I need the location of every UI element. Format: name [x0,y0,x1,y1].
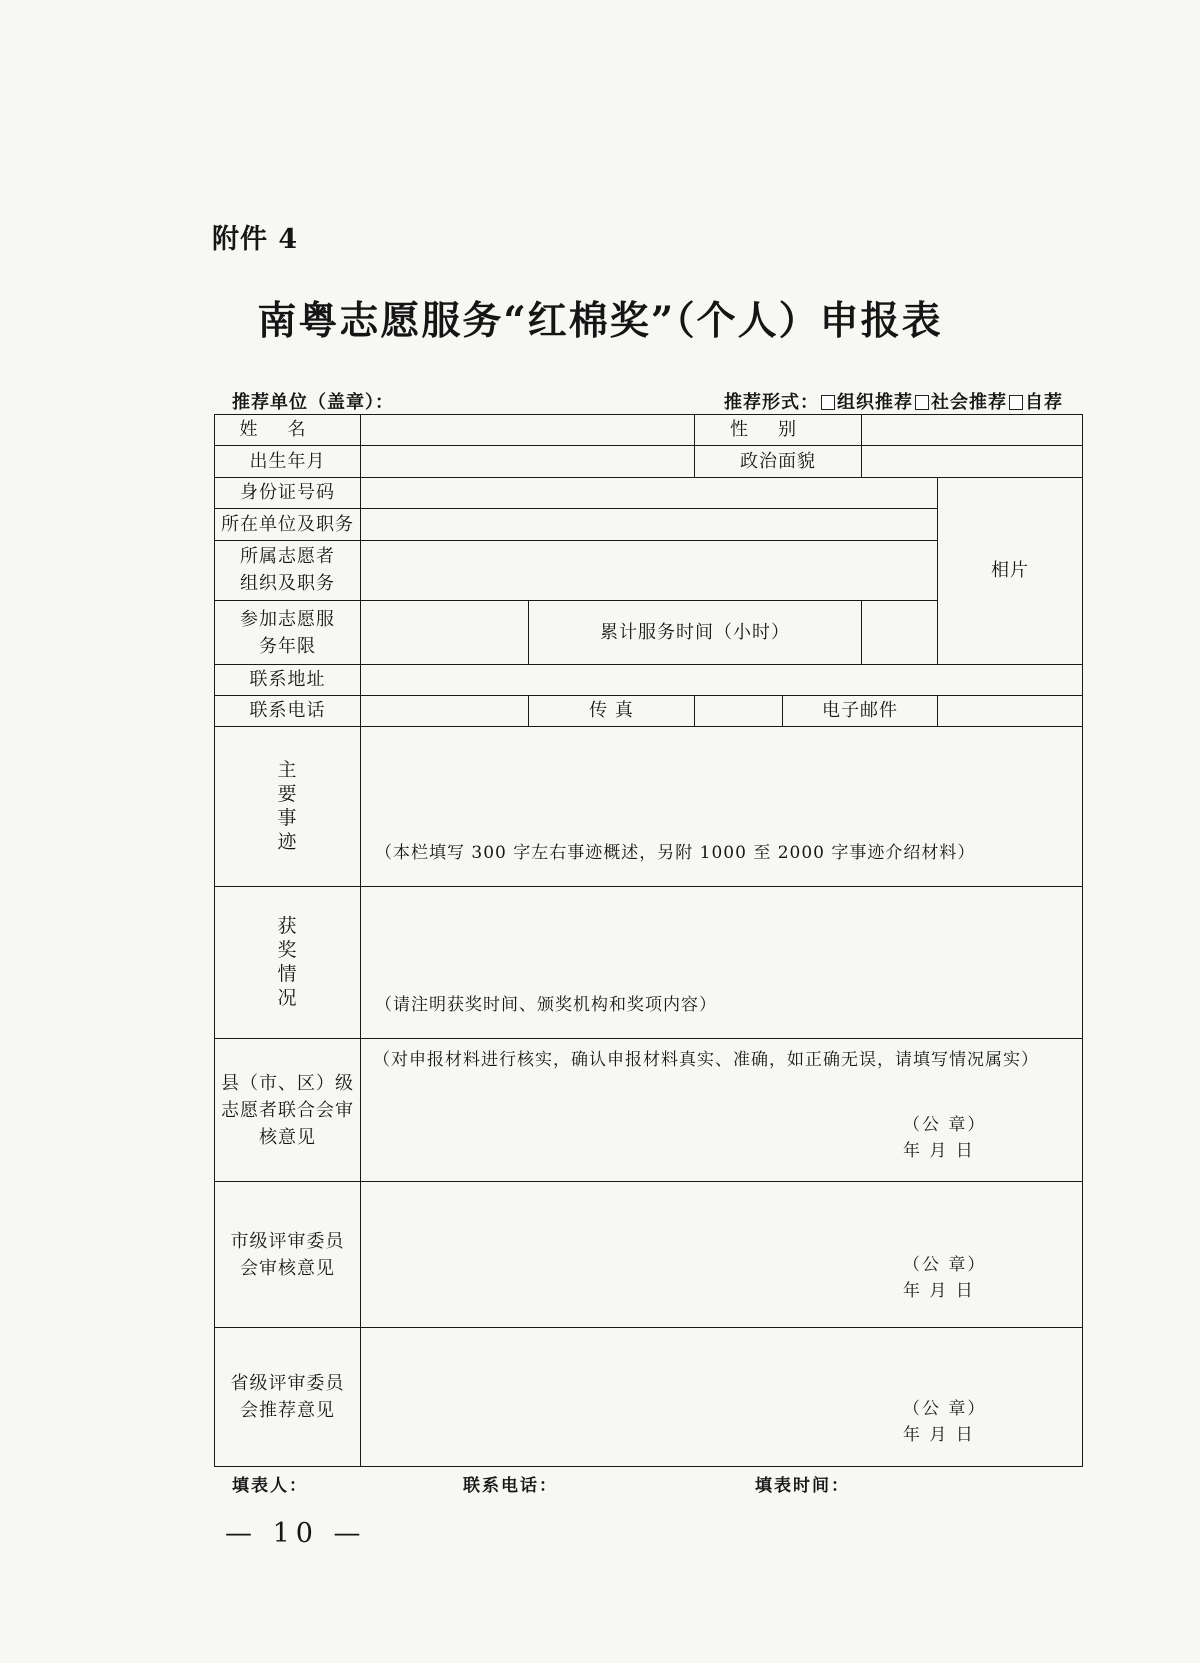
label-phone: 联系电话 [215,696,361,727]
footer-filler: 填表人： [232,1476,308,1496]
label-city-review: 市级评审委员会审核意见 [215,1182,361,1327]
deeds-note: （本栏填写 300 字左右事迹概述，另附 1000 至 2000 字事迹介绍材料） [375,843,976,864]
page-number: — 10 — [225,1518,367,1549]
footer-time: 填表时间： [755,1476,850,1496]
label-id: 身份证号码 [215,478,361,509]
footer-phone: 联系电话： [463,1476,558,1496]
label-gender: 性别 [695,415,862,446]
checkbox-self[interactable] [1009,395,1023,410]
label-political: 政治面貌 [695,446,862,478]
value-fax[interactable] [695,696,783,727]
label-birth: 出生年月 [215,446,361,478]
value-name[interactable] [361,415,695,446]
label-email: 电子邮件 [783,696,938,727]
value-county-review[interactable] [361,1039,1083,1182]
label-fax: 传 真 [529,696,695,727]
value-city-review[interactable] [361,1182,1083,1327]
awards-note: （请注明获奖时间、颁奖机构和奖项内容） [375,995,717,1016]
value-birth[interactable] [361,446,695,478]
photo-box [938,478,1083,665]
label-name: 姓名 [215,415,361,446]
value-awards[interactable] [361,887,1083,1039]
label-province-review: 省级评审委员会推荐意见 [215,1327,361,1466]
application-form-table [214,414,1083,1467]
label-address: 联系地址 [215,665,361,696]
annex-label: 附件 4 [212,224,299,255]
form-title: 南粤志愿服务“红棉奖”（个人）申报表 [257,298,943,344]
value-address[interactable] [361,665,1083,696]
option-self: 自荐 [1025,392,1063,413]
value-province-review[interactable] [361,1327,1083,1466]
value-unit-post[interactable] [361,509,938,540]
value-phone[interactable] [361,696,529,727]
province-stamp: （公 章） 年 月 日 [903,1398,987,1445]
recommend-form-line [724,388,1063,414]
label-deeds: 主要事迹 [215,727,361,887]
label-volunteer-org: 所属志愿者组织及职务 [215,540,361,600]
label-awards: 获奖情况 [215,887,361,1039]
value-gender[interactable] [862,415,1083,446]
label-service-years: 参加志愿服务年限 [215,600,361,664]
county-note: （对申报材料进行核实，确认申报材料真实、准确，如正确无误，请填写情况属实） [373,1050,1039,1071]
label-unit-post: 所在单位及职务 [215,509,361,540]
value-id[interactable] [361,478,938,509]
value-political[interactable] [862,446,1083,478]
value-service-years[interactable] [361,600,529,664]
label-county-review: 县（市、区）级志愿者联合会审核意见 [215,1039,361,1182]
value-email[interactable] [938,696,1083,727]
option-social: 社会推荐 [931,392,1007,413]
recommend-unit-label: 推荐单位（盖章）： [232,392,394,413]
county-stamp: （公 章） 年 月 日 [903,1115,987,1162]
label-service-hours: 累计服务时间（小时） [529,600,862,664]
checkbox-org[interactable] [821,395,835,410]
city-stamp: （公 章） 年 月 日 [903,1255,987,1302]
value-deeds[interactable] [361,727,1083,887]
option-org: 组织推荐 [837,392,913,413]
photo-label: 相片 [991,560,1029,582]
value-volunteer-org[interactable] [361,540,938,600]
value-service-hours[interactable] [862,600,938,664]
checkbox-social[interactable] [915,395,929,410]
recommend-form-label: 推荐形式： [724,392,819,413]
